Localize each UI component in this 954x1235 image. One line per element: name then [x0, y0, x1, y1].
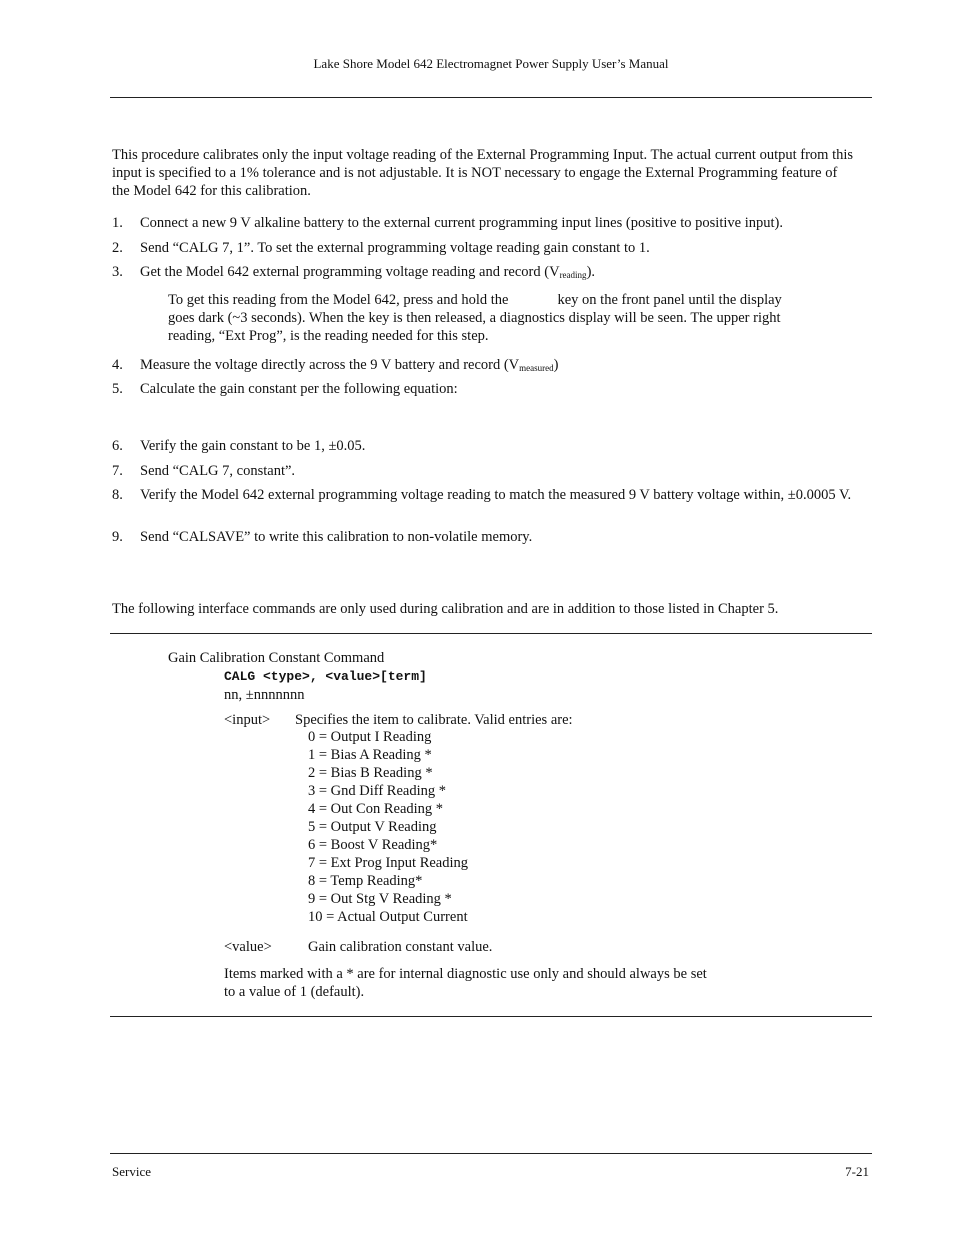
input-description: Specifies the item to calibrate. Valid entries are:	[295, 712, 573, 728]
value-label: <value>	[224, 939, 272, 955]
step-number: 2.	[112, 240, 123, 256]
list-item: 8 = Temp Reading*	[308, 873, 423, 889]
step-number: 5.	[112, 381, 123, 397]
value-description: Gain calibration constant value.	[308, 939, 493, 955]
step-text: Calculate the gain constant per the following equation:	[140, 381, 458, 397]
step-number: 4.	[112, 357, 123, 373]
step-3-note: To get this reading from the Model 642, press and hold the key on the front panel until the display goes dark (~3 seconds). When the key is then released, a diagnostics display will be seen. The upper right reading, “Ext Prog”, is the reading needed for this step.	[168, 292, 782, 344]
list-item: 5 = Output V Reading	[308, 819, 437, 835]
footer-section: Service	[112, 1164, 151, 1179]
step-text: Send “CALG 7, constant”.	[140, 463, 296, 479]
list-item: 0 = Output I Reading	[308, 729, 432, 745]
command-format: nn, ±nnnnnnn	[224, 687, 305, 703]
step-number: 9.	[112, 529, 123, 545]
list-item: 2 = Bias B Reading *	[308, 765, 433, 781]
list-item: 4 = Out Con Reading *	[308, 801, 444, 817]
intro-paragraph: This procedure calibrates only the input voltage reading of the External Programming Input. The actual current output from this input is specified to a 1% tolerance and is not adjustable. It is NOT necessary to engage the External Programming feature of the Model 642 for this calibration.	[112, 147, 854, 199]
remark: Items marked with a * are for internal diagnostic use only and should always be set to a value of 1 (default).	[224, 966, 707, 1000]
list-item: 6 = Boost V Reading*	[308, 837, 438, 853]
page-number: 7-21	[845, 1164, 869, 1179]
step-text: Send “CALG 7, 1”. To set the external programming voltage reading gain constant to 1.	[140, 240, 650, 256]
step-text: Send “CALSAVE” to write this calibration to non-volatile memory.	[140, 529, 533, 545]
command-bottom-rule	[110, 1016, 872, 1017]
step-number: 3.	[112, 264, 123, 280]
list-item: 1 = Bias A Reading *	[308, 747, 432, 763]
command-top-rule	[110, 633, 872, 634]
step-text: Connect a new 9 V alkaline battery to the external current programming input lines (positive to positive input).	[140, 215, 783, 231]
list-item: 9 = Out Stg V Reading *	[308, 891, 452, 907]
footer-rule	[110, 1153, 872, 1154]
command-description: Gain Calibration Constant Command	[168, 650, 385, 666]
step-text: Verify the gain constant to be 1, ±0.05.	[140, 438, 366, 454]
step-text: Get the Model 642 external programming voltage reading and record $(V_{reading})$.	[140, 264, 596, 280]
step-text: Verify the Model 642 external programming voltage reading to match the measured 9 V battery voltage within, ±0.0005 V.	[140, 487, 852, 503]
step-number: 8.	[112, 487, 123, 503]
step-text: Measure the voltage directly across the 9 V battery and record $(V_{measured})$	[140, 357, 559, 373]
input-label: <input>	[224, 712, 271, 728]
step-number: 7.	[112, 463, 123, 479]
running-header: Lake Shore Model 642 Electromagnet Power Supply User’s Manual	[313, 56, 669, 71]
list-item: 3 = Gnd Diff Reading *	[308, 783, 446, 799]
entry-list	[308, 728, 468, 926]
step-number: 1.	[112, 215, 123, 231]
command-syntax: CALG <type>, <value>[term]	[224, 669, 427, 684]
header-rule	[110, 97, 872, 98]
commands-intro: The following interface commands are only used during calibration and are in addition to those listed in Chapter 5.	[112, 601, 779, 617]
list-item: 7 = Ext Prog Input Reading	[308, 855, 469, 871]
step-number: 6.	[112, 438, 123, 454]
list-item: 10 = Actual Output Current	[308, 909, 468, 925]
